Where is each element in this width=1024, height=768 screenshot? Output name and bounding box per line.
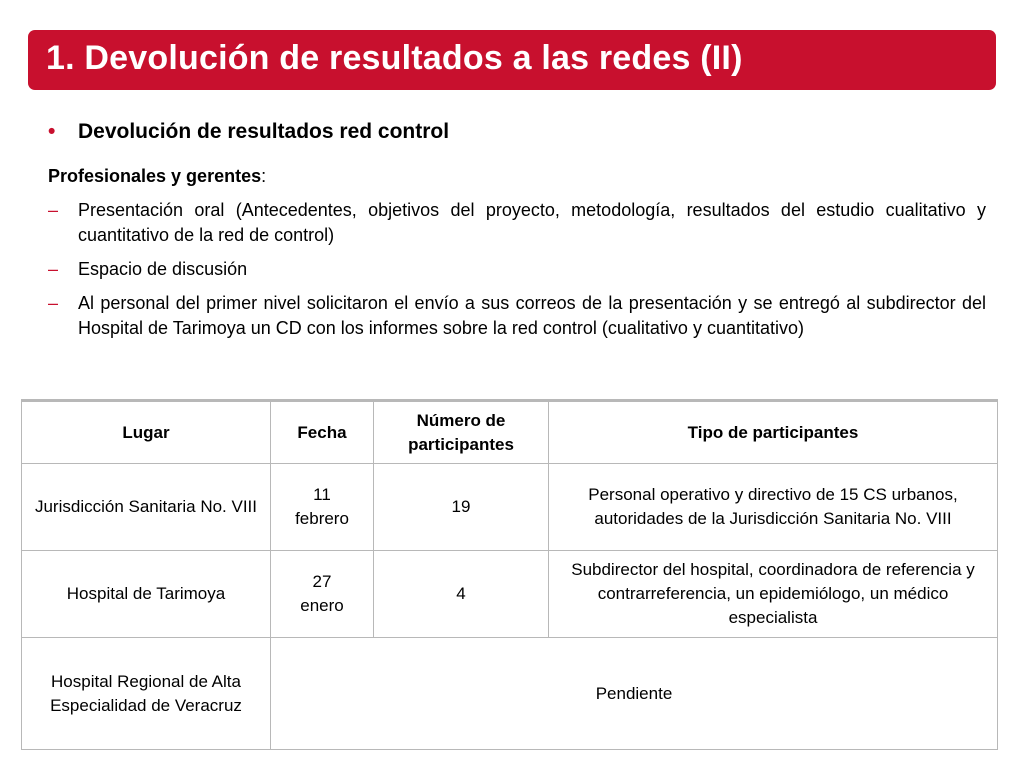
- subheading-colon: :: [261, 166, 267, 186]
- subheading-label: Profesionales y gerentes: [48, 166, 262, 186]
- participants-table: [21, 399, 998, 750]
- dash-item-text: Al personal del primer nivel solicitaron el envío a sus correos de la presentación y se entregó al subdirector del Hospital de Tarimoya un CD con los informes sobre la red control (cualitativo y cuantitativo): [78, 293, 986, 338]
- cell-numero: 19: [374, 464, 549, 551]
- cell-tipo: Subdirector del hospital, coordinadora de referencia y contrarreferencia, un epidemiólogo, un médico especialista: [549, 551, 998, 638]
- dash-item-discussion: [48, 257, 986, 282]
- table-row: [22, 638, 998, 750]
- title-bar: [28, 30, 996, 90]
- dash-list: [48, 198, 986, 350]
- table-header-row: [22, 401, 998, 464]
- dash-icon: –: [48, 259, 59, 279]
- header-lugar: Lugar: [22, 401, 271, 464]
- header-numero: Número de participantes: [374, 401, 549, 464]
- dash-item-text: Presentación oral (Antecedentes, objetivos del proyecto, metodología, resultados del estudio cualitativo y cuantitativo de la red de control): [78, 200, 986, 245]
- header-tipo: Tipo de participantes: [549, 401, 998, 464]
- header-fecha: Fecha: [271, 401, 374, 464]
- dash-item-presentation: [48, 198, 986, 248]
- main-bullet: [48, 118, 988, 146]
- cell-fecha: 27 enero: [271, 551, 374, 638]
- cell-lugar: Jurisdicción Sanitaria No. VIII: [22, 464, 271, 551]
- cell-numero: 4: [374, 551, 549, 638]
- subheading: [48, 164, 266, 188]
- bullet-icon: •: [48, 120, 56, 143]
- cell-pendiente: Pendiente: [271, 638, 998, 750]
- main-bullet-text: Devolución de resultados red control: [78, 120, 450, 143]
- cell-tipo: Personal operativo y directivo de 15 CS urbanos, autoridades de la Jurisdicción Sanitaria No. VIII: [549, 464, 998, 551]
- table-row: [22, 551, 998, 638]
- dash-icon: –: [48, 293, 59, 313]
- dash-icon: –: [48, 200, 59, 220]
- dash-item-delivery: [48, 291, 986, 341]
- dash-item-text: Espacio de discusión: [78, 259, 248, 279]
- cell-lugar: Hospital de Tarimoya: [22, 551, 271, 638]
- slide-title: 1. Devolución de resultados a las redes (II): [46, 39, 743, 77]
- cell-fecha: 11 febrero: [271, 464, 374, 551]
- table-row: [22, 464, 998, 551]
- cell-lugar: Hospital Regional de Alta Especialidad de Veracruz: [22, 638, 271, 750]
